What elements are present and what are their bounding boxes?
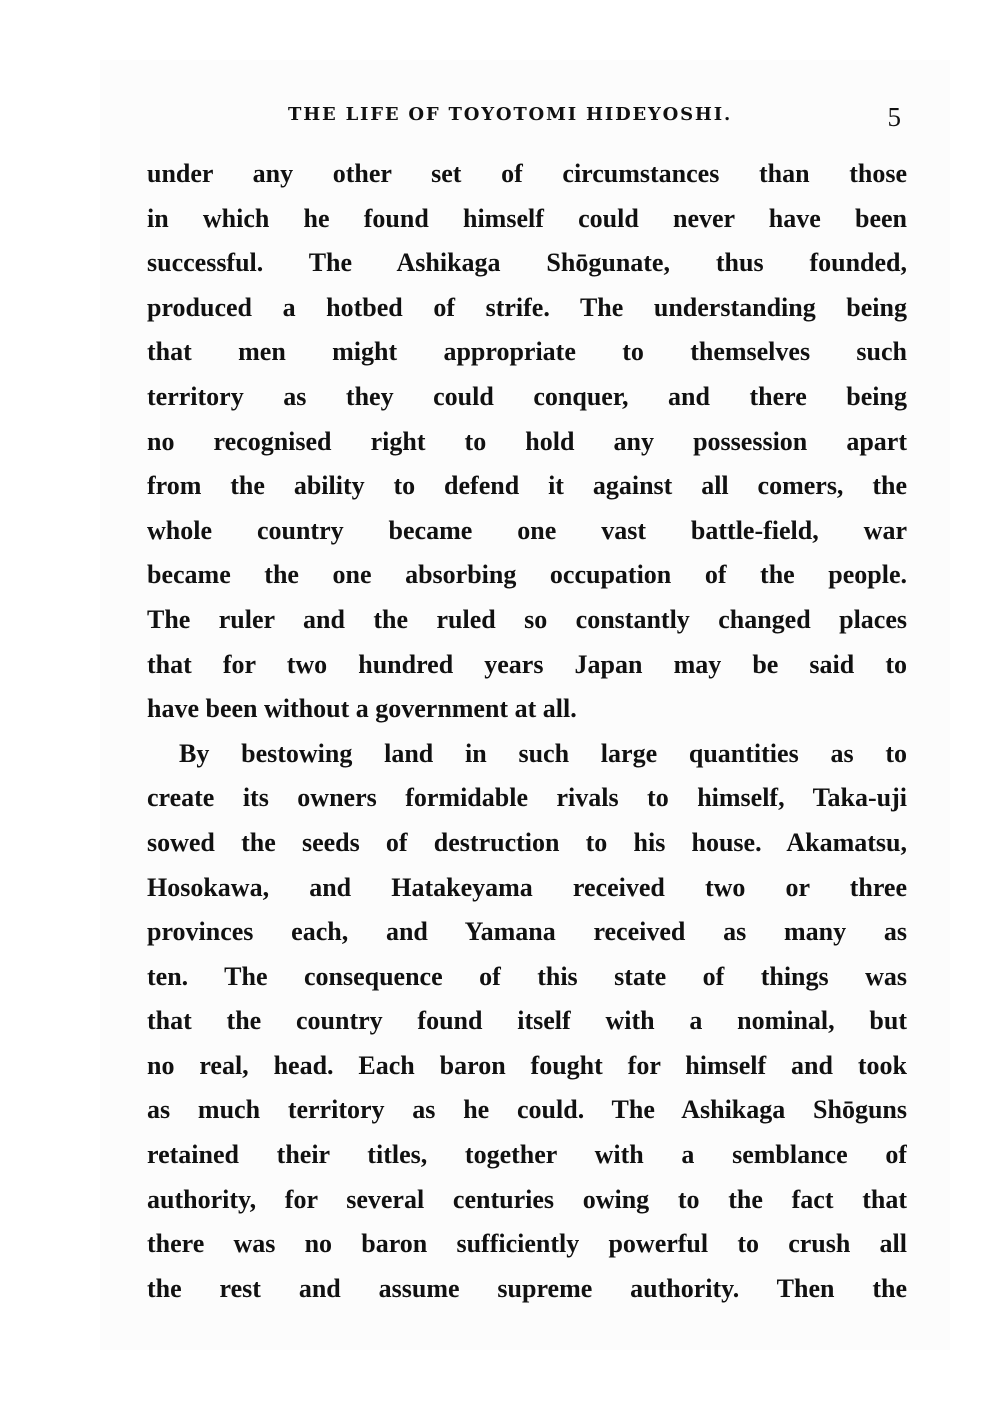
text-line: have been without a government at all. bbox=[147, 694, 577, 724]
text-line: the rest and assume supreme authority. Then the bbox=[147, 1273, 907, 1303]
paragraph-2 bbox=[147, 732, 907, 1312]
text-line: no real, head. Each baron fought for himself and took bbox=[147, 1050, 907, 1080]
text-line: produced a hotbed of strife. The understanding being bbox=[147, 292, 907, 322]
running-title: THE LIFE OF TOYOTOMI HIDEYOSHI. bbox=[288, 104, 733, 125]
page-number: 5 bbox=[887, 102, 901, 132]
text-line: By bestowing land in such large quantities as to bbox=[179, 738, 907, 768]
text-line: there was no baron sufficiently powerful to crush all bbox=[147, 1229, 907, 1259]
text-line: ten. The consequence of this state of things was bbox=[147, 961, 907, 991]
text-line: that the country found itself with a nominal, but bbox=[147, 1006, 907, 1036]
text-line: provinces each, and Yamana received as many as bbox=[147, 917, 907, 947]
page-header bbox=[145, 102, 905, 138]
text-line: that men might appropriate to themselves such bbox=[147, 337, 907, 367]
body-text bbox=[147, 152, 907, 1311]
text-line: became the one absorbing occupation of the people. bbox=[147, 560, 907, 590]
text-line: create its owners formidable rivals to himself, Taka-uji bbox=[147, 783, 907, 813]
text-line: successful. The Ashikaga Shōgunate, thus founded, bbox=[147, 248, 907, 278]
text-line: authority, for several centuries owing to the fact that bbox=[147, 1184, 907, 1214]
text-line: as much territory as he could. The Ashikaga Shōguns bbox=[147, 1095, 907, 1125]
text-line: in which he found himself could never have been bbox=[147, 203, 907, 233]
text-line: under any other set of circumstances than those bbox=[147, 159, 907, 188]
text-line: no recognised right to hold any possession apart bbox=[147, 426, 907, 456]
text-line: whole country became one vast battle-field, war bbox=[147, 515, 907, 545]
text-line: that for two hundred years Japan may be said to bbox=[147, 649, 907, 679]
text-line: from the ability to defend it against all comers, the bbox=[147, 471, 907, 501]
text-line: sowed the seeds of destruction to his house. Akamatsu, bbox=[147, 827, 907, 857]
text-line: territory as they could conquer, and there being bbox=[147, 381, 907, 411]
text-line: The ruler and the ruled so constantly changed places bbox=[147, 604, 907, 634]
text-line: retained their titles, together with a semblance of bbox=[147, 1140, 907, 1170]
text-line: Hosokawa, and Hatakeyama received two or three bbox=[147, 872, 907, 902]
paragraph-1 bbox=[147, 152, 907, 732]
